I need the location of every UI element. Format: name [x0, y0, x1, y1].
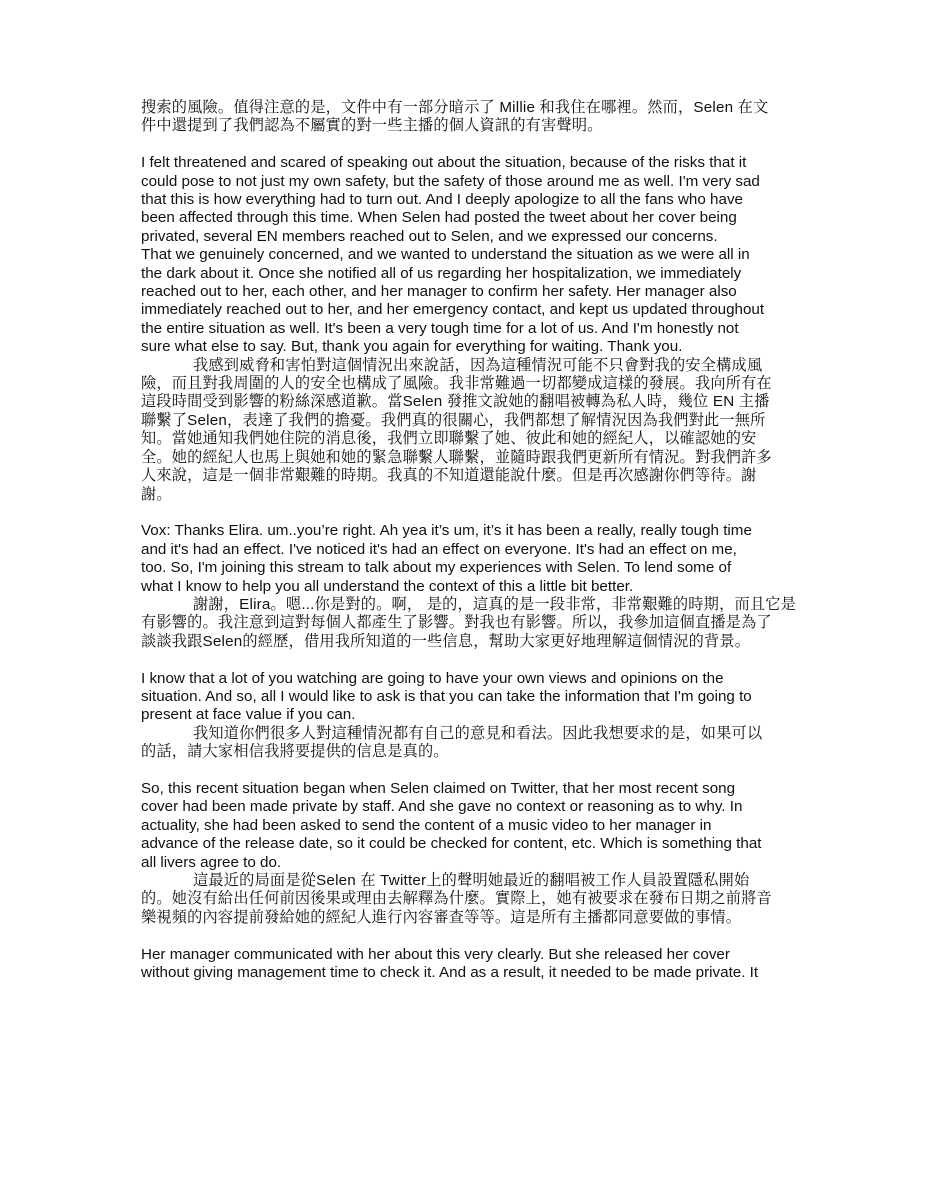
text-line: 謝。 — [141, 485, 172, 503]
text-line: advance of the release date, so it could be checked for content, etc. Which is something that — [141, 835, 762, 853]
paragraph-en — [141, 154, 801, 356]
text-line: 件中還提到了我們認為不屬實的對一些主播的個人資訊的有害聲明。 — [141, 117, 603, 135]
text-line: the entire situation as well. It's been a very tough time for a lot of us. And I'm honestly not — [141, 319, 739, 337]
text-line: 的。她沒有給出任何前因後果或理由去解釋為什麼。實際上，她有被要求在發布日期之前將音 — [141, 890, 772, 908]
text-line: 的話，請大家相信我將要提供的信息是真的。 — [141, 743, 449, 761]
text-line: So, this recent situation began when Selen claimed on Twitter, that her most recent song — [141, 779, 736, 797]
paragraph-zh-translation — [141, 99, 801, 136]
text-line: 人來說，這是一個非常艱難的時期。我真的不知道還能說什麼。但是再次感謝你們等待。謝 — [141, 467, 757, 485]
paragraph-en — [141, 670, 801, 725]
text-line: present at face value if you can. — [141, 706, 356, 724]
text-line: 謝謝，Elira。嗯...你是對的。啊， 是的，這真的是一段非常，非常艱難的時期，而且它是 — [193, 595, 797, 613]
paragraph-en — [141, 946, 801, 983]
text-line: too. So, I'm joining this stream to talk about my experiences with Selen. To lend some of — [141, 559, 732, 577]
document-page — [141, 99, 801, 982]
text-line: that this is how everything had to turn out. And I deeply apologize to all the fans who have — [141, 191, 743, 209]
paragraph-gap — [141, 927, 801, 945]
text-line: been affected through this time. When Selen had posted the tweet about her cover being — [141, 209, 737, 227]
text-line: 知。當她通知我們她住院的消息後，我們立即聯繫了她、彼此和她的經紀人，以確認她的安 — [141, 430, 757, 448]
text-line: situation. And so, all I would like to ask is that you can take the information that I'm going to — [141, 687, 752, 705]
text-line: privated, several EN members reached out to Selen, and we expressed our concerns. — [141, 227, 718, 245]
text-line: reached out to her, each other, and her manager to confirm her safety. Her manager also — [141, 283, 737, 301]
paragraph-en — [141, 522, 801, 596]
text-line: I felt threatened and scared of speaking out about the situation, because of the risks that it — [141, 154, 747, 172]
paragraph-gap — [141, 136, 801, 154]
text-line: and it's had an effect. I've noticed it's had an effect on everyone. It's had an effect on me, — [141, 540, 737, 558]
paragraph-gap — [141, 504, 801, 522]
text-line: 全。她的經紀人也馬上與她和她的緊急聯繫人聯繫，並隨時跟我們更新所有情況。對我們許多 — [141, 448, 772, 466]
paragraph-zh-translation — [141, 725, 801, 762]
paragraph-zh-translation — [141, 872, 801, 927]
text-line: 這段時間受到影響的粉絲深感道歉。當Selen 發推文說她的翻唱被轉為私人時，幾位 EN 主播 — [141, 393, 770, 411]
text-line: I know that a lot of you watching are going to have your own views and opinions on the — [141, 669, 724, 687]
text-line: could pose to not just my own safety, but the safety of those around me as well. I'm very sad — [141, 172, 760, 190]
text-line: 談談我跟Selen的經歷，借用我所知道的一些信息，幫助大家更好地理解這個情況的背景。 — [141, 632, 751, 650]
text-line: 搜索的風險。值得注意的是，文件中有一部分暗示了 Millie 和我住在哪裡。然而，Selen 在文 — [141, 99, 769, 116]
text-line: 這最近的局面是從Selen 在 Twitter上的聲明她最近的翻唱被工作人員設置隱私開始 — [193, 872, 750, 889]
text-line: without giving management time to check it. And as a result, it needed to be made private. It — [141, 964, 759, 982]
text-line: actuality, she had been asked to send the content of a music video to her manager in — [141, 816, 712, 834]
text-line: 我知道你們很多人對這種情況都有自己的意見和看法。因此我想要求的是，如果可以 — [193, 724, 763, 742]
text-line: 險，而且對我周圍的人的安全也構成了風險。我非常難過一切都變成這樣的發展。我向所有在 — [141, 375, 772, 393]
text-line: the dark about it. Once she notified all of us regarding her hospitalization, we immediately — [141, 264, 742, 282]
text-line: cover had been made private by staff. And she gave no context or reasoning as to why. In — [141, 798, 743, 816]
text-line: sure what else to say. But, thank you again for everything for waiting. Thank you. — [141, 338, 683, 356]
text-line: what I know to help you all understand the context of this a little bit better. — [141, 577, 634, 595]
paragraph-zh-translation — [141, 357, 801, 504]
text-line: 有影響的。我注意到這對每個人都產生了影響。對我也有影響。所以，我參加這個直播是為了 — [141, 614, 772, 632]
paragraph-zh-translation — [141, 596, 801, 651]
text-line: Her manager communicated with her about this very clearly. But she released her cover — [141, 945, 730, 963]
text-line: all livers agree to do. — [141, 853, 282, 871]
text-line: Vox: Thanks Elira. um..you’re right. Ah yea it’s um, it’s it has been a really, really tough time — [141, 522, 752, 540]
text-line: immediately reached out to her, and her emergency contact, and kept us updated throughout — [141, 301, 765, 319]
paragraph-en — [141, 780, 801, 872]
text-line: 我感到威脅和害怕對這個情況出來說話，因為這種情況可能不只會對我的安全構成風 — [193, 356, 763, 374]
text-line: 樂視頻的內容提前發給她的經紀人進行內容審查等等。這是所有主播都同意要做的事情。 — [141, 908, 742, 926]
paragraph-gap — [141, 651, 801, 669]
paragraph-gap — [141, 762, 801, 780]
text-line: 聯繫了Selen，表達了我們的擔憂。我們真的很關心，我們都想了解情況因為我們對此一無所 — [141, 411, 766, 429]
text-line: That we genuinely concerned, and we wanted to understand the situation as we were all in — [141, 246, 750, 264]
